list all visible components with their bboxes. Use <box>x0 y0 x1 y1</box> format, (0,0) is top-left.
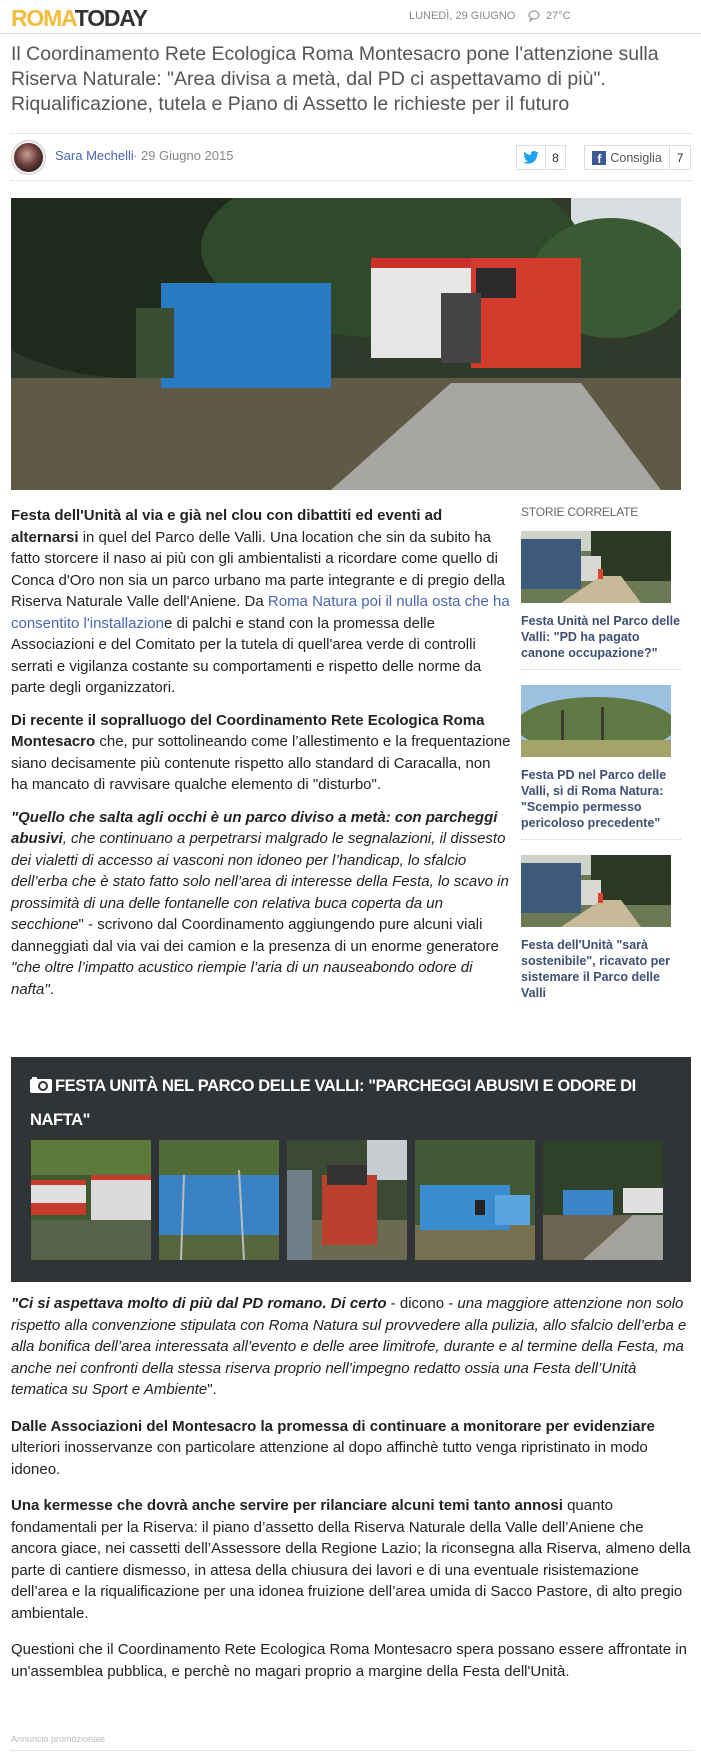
hero-image[interactable] <box>11 198 681 490</box>
related-stories-title: STORIE CORRELATE <box>521 505 639 519</box>
paragraph-5 <box>11 1416 691 1481</box>
gallery-thumbnail[interactable] <box>543 1140 663 1260</box>
site-logo[interactable] <box>11 6 147 30</box>
paragraph-3 <box>11 807 511 1001</box>
gallery-thumbnail[interactable] <box>415 1140 535 1260</box>
gallery-title[interactable] <box>30 1070 660 1136</box>
twitter-count: 8 <box>552 150 559 165</box>
facebook-like-button[interactable] <box>584 145 691 170</box>
header-date: LUNEDÌ, 29 GIUGNO <box>409 10 516 22</box>
related-story-caption[interactable]: Festa dell'Unità "sarà sostenibile", ricavato per sistemare il Parco delle Valli <box>521 938 671 1000</box>
facebook-label: Consiglia <box>610 150 662 165</box>
facebook-count: 7 <box>676 150 684 165</box>
related-story-thumbnail[interactable] <box>521 531 671 603</box>
facebook-icon: f <box>592 151 606 165</box>
camera-icon <box>30 1072 52 1104</box>
p4-italic: una maggiore attenzione non solo rispetto alla convenzione stipulata con Roma Natura sul provvedere alla pulizia, allo sfalcio dell’erba e alla bonifica dell’area interessata all’evento e delle aree limitrofe, durante e al termine della Festa, ma anche nei confronti della stessa riserva proprio nell’impegno redatto ossia una Festa dell’Unità tematica su Sport e Ambiente <box>11 1295 687 1398</box>
p2-bold: Di recente il sopralluogo del Coordinamento Rete Ecologica Roma Montesacro <box>11 711 485 750</box>
paragraph-7: Questioni che il Coordinamento Rete Ecologica Roma Montesacro spera possano essere affrontate in un'assemblea pubblica, e perchè no magari proprio a margine della Festa dell'Unità. <box>11 1641 687 1680</box>
gallery-title-text: FESTA UNITÀ NEL PARCO DELLE VALLI: "PARCHEGGI ABUSIVI E ODORE DI NAFTA" <box>30 1077 636 1129</box>
p3-text: " - scrivono dal Coordinamento aggiungendo pure alcuni viali danneggiati dal via vai dei camion e la presenza di un enorme generatore <box>11 916 499 955</box>
p3-italic-end: "che oltre l’impatto acustico riempie l’aria di un nauseabondo odore di nafta" <box>11 959 473 998</box>
p3-end: . <box>49 980 54 998</box>
p1-text: in quel del Parco delle Valli. Una location che sin da subito ha fatto storcere il naso ai più con gli ambientalisti a ricordare come quello di Conca d'Oro non sia un parco urbano ma parte integrante e di pregio della Riserva Naturale Valle dell'Aniene. Da <box>11 528 506 610</box>
paragraph-2 <box>11 710 511 796</box>
gallery-thumbnail[interactable] <box>287 1140 407 1260</box>
related-story-caption[interactable]: Festa Unità nel Parco delle Valli: "PD ha pagato canone occupazione?" <box>521 613 681 670</box>
p4-end: ". <box>207 1381 217 1398</box>
avatar[interactable] <box>12 141 45 174</box>
related-story-caption[interactable]: Festa PD nel Parco delle Valli, sì di Roma Natura: "Scempio permesso pericoloso precedente" <box>521 767 681 840</box>
p6-text: quanto fondamentali per la Riserva: il piano d’assetto della Riserva Naturale della Valle dell’Aniene che ancora giace, nei cassetti dell’Assessore della Regione Lazio; la riconsegna alla Riserva, almeno della parte di cantiere dismesso, in attesa della chiusura dei lavori e di una eventuale risistemazione dell’area e la riqualificazione per una idonea fruizione dell’area umida di Sacco Pastore, di alto pregio ambientale. <box>11 1497 691 1622</box>
ad-divider <box>11 1750 691 1751</box>
paragraph-6 <box>11 1495 691 1624</box>
p2-text: che, pur sottolineando come l’allestimento e la frequentazione siano decisamente più contenute rispetto allo standard di Caracalla, non ha mancato di ravvisare qualche elemento di "disturbo". <box>11 733 511 793</box>
temperature: 27°C <box>546 9 571 22</box>
related-story[interactable] <box>521 531 681 670</box>
author-link[interactable]: Sara Mechelli <box>55 148 134 163</box>
logo-today: TODAY <box>74 5 147 31</box>
p3-bold-italic: "Quello che salta agli occhi è un parco diviso a metà: con parcheggi abusivi <box>11 808 498 847</box>
related-story[interactable] <box>521 855 681 1009</box>
site-header <box>0 0 701 34</box>
gallery-thumbnails <box>31 1140 663 1260</box>
related-story-thumbnail[interactable] <box>521 855 671 927</box>
roma-natura-link[interactable]: Roma Natura poi il nulla osta che ha consentito l'installazion <box>11 593 510 632</box>
p5-text: ulteriori inosservanze con particolare attenzione al dopo affinchè tutto venga ripristinato in modo idoneo. <box>11 1439 648 1478</box>
logo-roma: ROMA <box>11 5 75 31</box>
paragraph-4 <box>11 1293 691 1401</box>
weather <box>526 9 571 22</box>
article-title: Il Coordinamento Rete Ecologica Roma Montesacro pone l'attenzione sulla Riserva Naturale: "Area divisa a metà, dal PD ci aspettavamo di più". Riqualificazione, tutela e Piano di Assetto le richieste per il futuro <box>11 43 659 115</box>
byline <box>10 133 691 181</box>
twitter-icon <box>517 146 546 169</box>
p4-text: - dicono - <box>386 1295 458 1312</box>
gallery-thumbnail[interactable] <box>31 1140 151 1260</box>
p3-italic: , che continuano a perpetrarsi malgrado le segnalazioni, il dissesto dei vialetti di accesso ai vasconi non idoneo per l’handicap, lo sfalcio dell’erba che è stato fatto solo nell’area di interesse della Festa, lo scavo in prossimità di una delle fontanelle con relativa buca coperta da un secchione <box>11 830 509 933</box>
p1-bold: Festa dell'Unità al via e già nel clou con dibattiti ed eventi ad alternarsi <box>11 507 443 546</box>
twitter-share-button[interactable] <box>516 145 566 170</box>
p1-text-end: e di palchi e stand con la promessa delle Associazioni e del Comitato per la tutela di quell'area verde di controlli serrati e vigilanza costante su comportamenti e rispetto delle norme da parte degli organizzatori. <box>11 614 482 696</box>
related-stories <box>521 505 681 1024</box>
ad-label: Annuncio promozionale <box>11 1734 106 1744</box>
p5-bold: Dalle Associazioni del Montesacro la promessa di continuare a monitorare per evidenziare <box>11 1417 655 1435</box>
article-body <box>11 505 511 1011</box>
paragraph-1 <box>11 505 511 699</box>
p6-bold: Una kermesse che dovrà anche servire per rilanciare alcuni temi tanto annosi <box>11 1497 563 1514</box>
related-story-thumbnail[interactable] <box>521 685 671 757</box>
photo-gallery[interactable] <box>11 1057 691 1282</box>
article-body-continued <box>11 1293 691 1697</box>
p4-bold-italic: "Ci si aspettava molto di più dal PD romano. Di certo <box>11 1295 387 1312</box>
gallery-thumbnail[interactable] <box>159 1140 279 1260</box>
facebook-label-wrap <box>585 146 670 169</box>
publish-date: · 29 Giugno 2015 <box>133 148 234 163</box>
related-story[interactable] <box>521 685 681 840</box>
cloud-icon <box>526 9 542 22</box>
